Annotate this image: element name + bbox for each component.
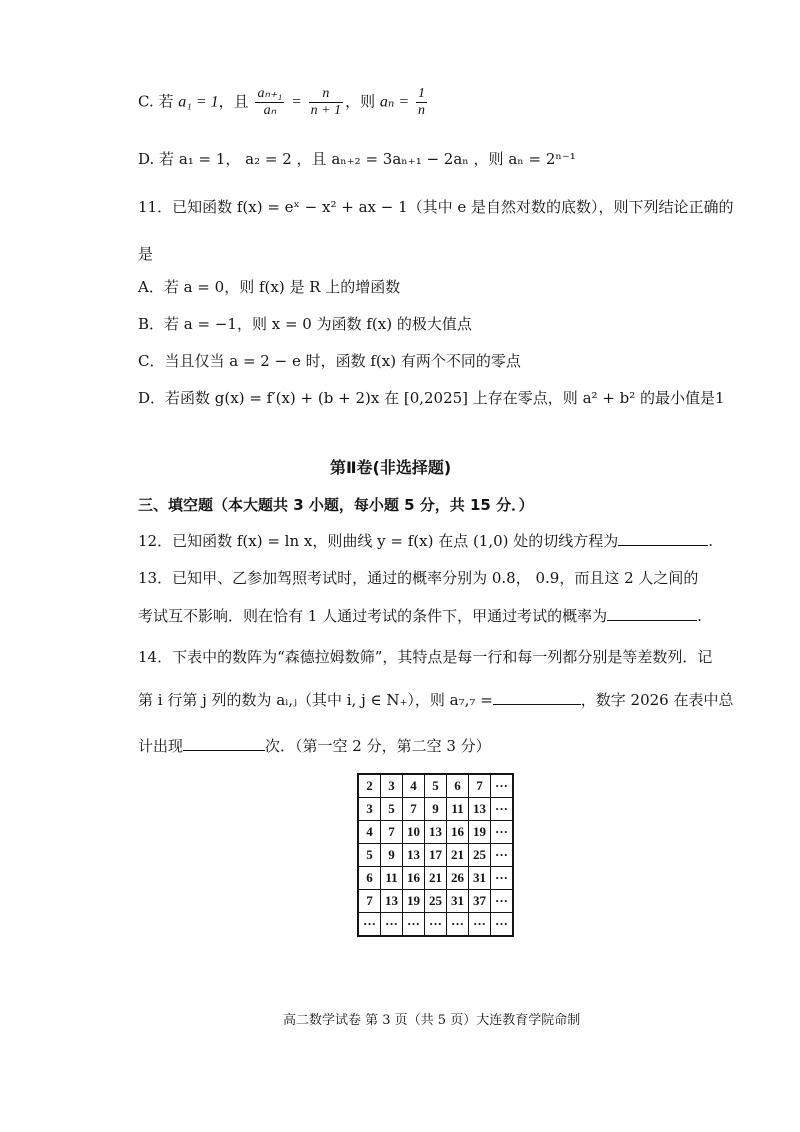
table-cell: 5: [358, 844, 381, 867]
table-cell: 11: [381, 867, 403, 890]
q13-line1: 13．已知甲、乙参加驾照考试时，通过的概率分别为 0.8， 0.9，而且这 2 人之间的: [138, 569, 699, 587]
table-cell: 6: [358, 867, 381, 890]
q14-answer-blank-2[interactable]: [183, 736, 265, 751]
table-cell: 13: [425, 821, 447, 844]
table-cell: 5: [381, 798, 403, 821]
table-cell: 21: [425, 867, 447, 890]
table-cell: 19: [403, 890, 425, 913]
q11-option-a: A．若 a = 0，则 f(x) 是 R 上的增函数: [138, 278, 401, 296]
q14-line1: 14．下表中的数阵为“森德拉姆数筛”，其特点是每一行和每一列都分别是等差数列．记: [138, 648, 713, 666]
table-cell: 37: [469, 890, 491, 913]
table-cell: 7: [403, 798, 425, 821]
table-row: [358, 867, 513, 890]
q11-option-d: D．若函数 g(x) = f′(x) + (b + 2)x 在 [0,2025] 上存在零点，则 a² + b² 的最小值是1: [138, 389, 725, 407]
table-cell: ···: [491, 798, 514, 821]
table-cell: 13: [469, 798, 491, 821]
table-cell: 4: [403, 774, 425, 798]
table-cell: 31: [469, 867, 491, 890]
table-cell: ···: [491, 913, 514, 937]
table-cell: 10: [403, 821, 425, 844]
table-cell: 7: [469, 774, 491, 798]
table-cell: 11: [447, 798, 469, 821]
table-cell: 6: [447, 774, 469, 798]
fraction-1-over-n: $\frac{1}{n}$: [417, 86, 425, 118]
table-cell: ···: [425, 913, 447, 937]
q11-stem: 11．已知函数 f(x) = eˣ − x² + ax − 1（其中 e 是自然对数的底数），则下列结论正确的: [138, 198, 734, 216]
table-cell: 31: [447, 890, 469, 913]
table-cell: 13: [403, 844, 425, 867]
page-footer: 高二数学试卷 第 3 页（共 5 页）大连教育学院命制: [283, 1013, 581, 1028]
table-cell: ···: [469, 913, 491, 937]
q14-line3: 计出现 次．（第一空 2 分，第二空 3 分）: [138, 737, 491, 755]
table-cell: 2: [358, 774, 381, 798]
fraction-ratio: $\frac{\text{aₙ₊₁}}{\text{aₙ}}$: [257, 86, 283, 118]
q12: 12．已知函数 f(x) = ln x，则曲线 y = f(x) 在点 (1,0) 处的切线方程为 .: [138, 532, 714, 550]
table-cell: 7: [358, 890, 381, 913]
table-cell: ···: [381, 913, 403, 937]
table-cell: 9: [425, 798, 447, 821]
q10-option-d: D. 若 a₁ = 1， a₂ = 2 ，且 aₙ₊₂ = 3aₙ₊₁ − 2aₙ ，则 aₙ = 2ⁿ⁻¹: [138, 150, 576, 168]
table-cell: 16: [447, 821, 469, 844]
table-row: [358, 798, 513, 821]
table-cell: ···: [491, 844, 514, 867]
number-sieve-table: [357, 773, 514, 937]
table-cell: 3: [381, 774, 403, 798]
table-cell: 9: [381, 844, 403, 867]
table-cell: 5: [425, 774, 447, 798]
table-cell: ···: [358, 913, 381, 937]
table-cell: 16: [403, 867, 425, 890]
table-cell: 13: [381, 890, 403, 913]
q12-answer-blank[interactable]: [618, 531, 708, 546]
q14-answer-blank-1[interactable]: [493, 690, 581, 705]
table-row: [358, 913, 513, 937]
table-cell: ···: [491, 867, 514, 890]
table-cell: ···: [491, 774, 514, 798]
table-cell: 17: [425, 844, 447, 867]
section-title: 第Ⅱ卷(非选择题): [330, 458, 452, 477]
q11-stem-cont: 是: [138, 245, 154, 263]
table-cell: 19: [469, 821, 491, 844]
q14-line2: 第 i 行第 j 列的数为 aᵢ,ⱼ（其中 i, j ∈ N₊），则 a₇,₇ = ，数字 2026 在表中总: [138, 691, 734, 709]
table-cell: 25: [469, 844, 491, 867]
table-cell: ···: [403, 913, 425, 937]
table-cell: 3: [358, 798, 381, 821]
table-cell: 4: [358, 821, 381, 844]
q10-option-c: C. 若 a₁ = 1，且 $\frac{\text{aₙ₊₁}}{\text{aₙ}}$ = $\frac{n}{n + 1}$ ，则 aₙ = $\frac{1}{n}$: [138, 86, 425, 118]
q11-option-c: C．当且仅当 a = 2 − e 时，函数 f(x) 有两个不同的零点: [138, 352, 521, 370]
table-row: [358, 844, 513, 867]
part-three-heading: 三、填空题（本大题共 3 小题，每小题 5 分，共 15 分．）: [138, 496, 534, 514]
table-row: [358, 821, 513, 844]
table-cell: 21: [447, 844, 469, 867]
q11-option-b: B．若 a = −1，则 x = 0 为函数 f(x) 的极大值点: [138, 315, 472, 333]
table-cell: 25: [425, 890, 447, 913]
table-row: [358, 890, 513, 913]
table-cell: ···: [491, 890, 514, 913]
table-cell: 7: [381, 821, 403, 844]
table-cell: ···: [491, 821, 514, 844]
table-cell: 26: [447, 867, 469, 890]
table-cell: ···: [447, 913, 469, 937]
q13-answer-blank[interactable]: [607, 606, 697, 621]
fraction-n-over-n1: $\frac{n}{n + 1}$: [310, 86, 342, 118]
q13-line2: 考试互不影响．则在恰有 1 人通过考试的条件下，甲通过考试的概率为 .: [138, 607, 702, 625]
table-row: [358, 774, 513, 798]
